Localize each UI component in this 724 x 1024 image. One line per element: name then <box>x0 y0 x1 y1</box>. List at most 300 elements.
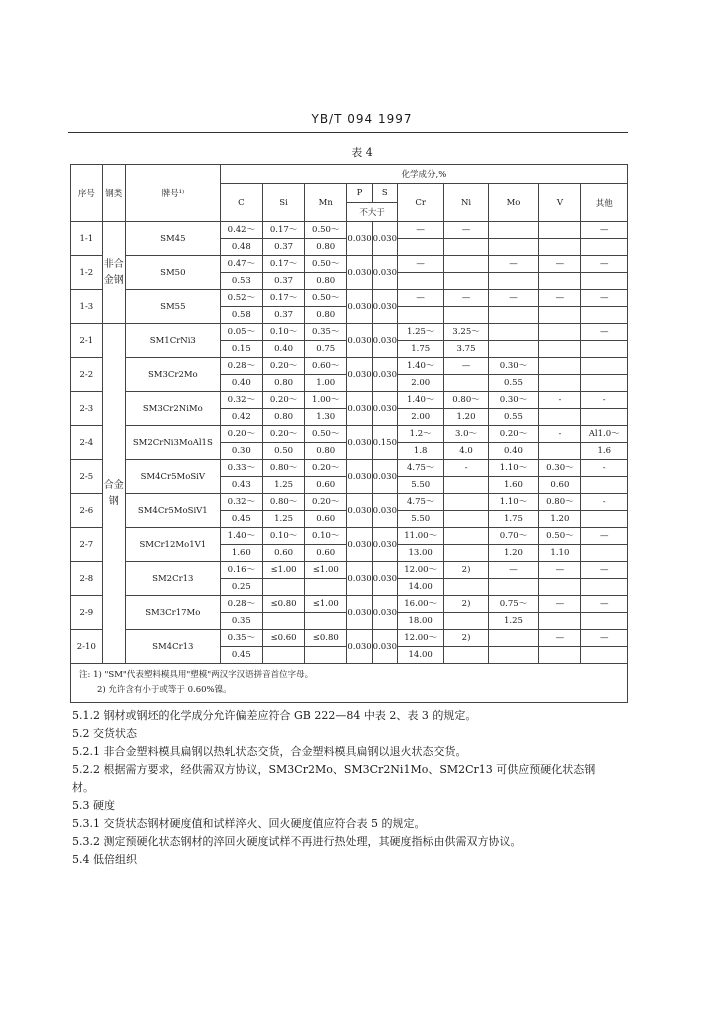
v-cell <box>539 613 581 630</box>
cr-cell: 12.00～ <box>397 562 443 579</box>
cr-cell: 5.50 <box>397 511 443 528</box>
grade-cell: SM2Cr13 <box>125 562 220 596</box>
ni-cell: — <box>444 290 488 307</box>
mo-cell: 0.75～ <box>488 596 539 613</box>
si-cell: 0.80 <box>262 409 304 426</box>
o-cell <box>581 375 628 392</box>
table-row <box>71 426 628 443</box>
c-cell: 0.15 <box>220 341 262 358</box>
ni-cell <box>444 511 488 528</box>
v-cell: 0.50～ <box>539 528 581 545</box>
mn-cell: 0.80 <box>305 307 347 324</box>
c-cell: 1.40～ <box>220 528 262 545</box>
cr-cell: 2.00 <box>397 375 443 392</box>
c-cell: 0.25 <box>220 579 262 596</box>
mo-cell: 1.20 <box>488 545 539 562</box>
mn-cell: 0.75 <box>305 341 347 358</box>
si-cell: 0.80～ <box>262 460 304 477</box>
cr-cell: 13.00 <box>397 545 443 562</box>
grade-cell: SM2CrNi3MoAl1S <box>125 426 220 460</box>
s-cell: 0.030 <box>372 596 397 630</box>
mn-cell: 0.60～ <box>305 358 347 375</box>
cr-cell: 1.2～ <box>397 426 443 443</box>
p-cell: 0.030 <box>347 222 372 256</box>
v-cell <box>539 341 581 358</box>
si-cell: 1.25 <box>262 511 304 528</box>
cr-cell: 1.25～ <box>397 324 443 341</box>
p-cell: 0.030 <box>347 630 372 664</box>
c-cell: 0.40 <box>220 375 262 392</box>
s-cell: 0.030 <box>372 528 397 562</box>
c-cell: 0.16～ <box>220 562 262 579</box>
o-cell: - <box>581 460 628 477</box>
seq-cell: 2-5 <box>71 460 103 494</box>
o-cell: — <box>581 324 628 341</box>
s-cell: 0.030 <box>372 562 397 596</box>
v-cell: 0.60 <box>539 477 581 494</box>
p-cell: 0.030 <box>347 460 372 494</box>
v-cell: 0.80～ <box>539 494 581 511</box>
v-cell: — <box>539 562 581 579</box>
o-cell <box>581 341 628 358</box>
v-cell <box>539 324 581 341</box>
v-cell <box>539 239 581 256</box>
c-cell: 0.43 <box>220 477 262 494</box>
si-cell: 0.40 <box>262 341 304 358</box>
table-row <box>71 630 628 647</box>
mn-cell <box>305 647 347 664</box>
o-cell: — <box>581 256 628 273</box>
header-c: C <box>220 184 262 222</box>
mn-cell: 0.50～ <box>305 426 347 443</box>
si-cell: 0.17～ <box>262 290 304 307</box>
mn-cell: 0.60 <box>305 511 347 528</box>
cr-cell <box>397 307 443 324</box>
table-caption: 表 4 <box>351 146 373 159</box>
table-row <box>71 460 628 477</box>
mn-cell: 0.60 <box>305 545 347 562</box>
header-rule <box>68 132 628 133</box>
seq-cell: 2-7 <box>71 528 103 562</box>
header-p: P <box>347 184 372 203</box>
mn-cell: 0.80 <box>305 443 347 460</box>
c-cell: 0.05～ <box>220 324 262 341</box>
v-cell <box>539 579 581 596</box>
o-cell <box>581 647 628 664</box>
table-row <box>71 290 628 307</box>
mn-cell: 0.80 <box>305 273 347 290</box>
mo-cell: 0.20～ <box>488 426 539 443</box>
mo-cell: 1.25 <box>488 613 539 630</box>
section-heading: 5.4 低倍组织 <box>72 853 137 866</box>
ni-cell: — <box>444 222 488 239</box>
grade-cell: SM4Cr5MoSiV <box>125 460 220 494</box>
grade-cell: SM1CrNi3 <box>125 324 220 358</box>
cr-cell <box>397 273 443 290</box>
ni-cell: 3.25～ <box>444 324 488 341</box>
cr-cell: 16.00～ <box>397 596 443 613</box>
header-other: 其他 <box>581 184 628 222</box>
o-cell <box>581 409 628 426</box>
p-cell: 0.030 <box>347 562 372 596</box>
table-row <box>71 392 628 409</box>
si-cell: 0.37 <box>262 273 304 290</box>
header-seq: 序号 <box>71 165 103 222</box>
si-cell: 0.80 <box>262 375 304 392</box>
seq-cell: 1-2 <box>71 256 103 290</box>
v-cell: 1.20 <box>539 511 581 528</box>
paragraph: 材。 <box>72 781 94 794</box>
mn-cell: ≤0.80 <box>305 630 347 647</box>
seq-cell: 2-3 <box>71 392 103 426</box>
cr-cell: 11.00～ <box>397 528 443 545</box>
si-cell: 0.37 <box>262 239 304 256</box>
mn-cell: 1.00～ <box>305 392 347 409</box>
v-cell: - <box>539 426 581 443</box>
c-cell: 0.20～ <box>220 426 262 443</box>
mn-cell: ≤1.00 <box>305 596 347 613</box>
table-note: 注: 1) "SM"代表塑料模具用"塑模"两汉字汉语拼音首位字母。 <box>79 670 314 680</box>
ni-cell: 2) <box>444 630 488 647</box>
mn-cell: 0.50～ <box>305 290 347 307</box>
cr-cell: 2.00 <box>397 409 443 426</box>
header-type: 钢类 <box>102 165 125 222</box>
ni-cell <box>444 579 488 596</box>
mo-cell: — <box>488 562 539 579</box>
seq-cell: 2-10 <box>71 630 103 664</box>
paragraph: 5.2.1 非合金塑料模具扁钢以热轧状态交货，合金塑料模具扁钢以退火状态交货。 <box>72 745 467 758</box>
c-cell: 0.53 <box>220 273 262 290</box>
cr-cell: 12.00～ <box>397 630 443 647</box>
mo-cell: 0.55 <box>488 409 539 426</box>
v-cell: — <box>539 596 581 613</box>
c-cell: 0.32～ <box>220 494 262 511</box>
si-cell <box>262 579 304 596</box>
header-s: S <box>372 184 397 203</box>
header-max: 不大于 <box>347 203 398 222</box>
grade-cell: SM3Cr2Mo <box>125 358 220 392</box>
ni-cell <box>444 494 488 511</box>
cr-cell: 5.50 <box>397 477 443 494</box>
grade-cell: SM3Cr2NiMo <box>125 392 220 426</box>
c-cell: 0.35 <box>220 613 262 630</box>
c-cell: 0.28～ <box>220 596 262 613</box>
seq-cell: 2-1 <box>71 324 103 358</box>
p-cell: 0.030 <box>347 494 372 528</box>
c-cell: 0.30 <box>220 443 262 460</box>
cr-cell: 4.75～ <box>397 460 443 477</box>
mn-cell: 0.60 <box>305 477 347 494</box>
c-cell: 0.47～ <box>220 256 262 273</box>
mo-cell: 1.10～ <box>488 460 539 477</box>
mo-cell: 0.70～ <box>488 528 539 545</box>
v-cell <box>539 307 581 324</box>
header-ni: Ni <box>444 184 488 222</box>
section-heading: 5.3 硬度 <box>72 799 115 812</box>
cr-cell: 4.75～ <box>397 494 443 511</box>
v-cell: 0.30～ <box>539 460 581 477</box>
o-cell: — <box>581 290 628 307</box>
grade-cell: SM3Cr17Mo <box>125 596 220 630</box>
header-mn: Mn <box>305 184 347 222</box>
si-cell: 0.50 <box>262 443 304 460</box>
mo-cell: 1.10～ <box>488 494 539 511</box>
o-cell: - <box>581 392 628 409</box>
mn-cell: 0.80 <box>305 239 347 256</box>
mn-cell: 1.00 <box>305 375 347 392</box>
p-cell: 0.030 <box>347 256 372 290</box>
mo-cell <box>488 273 539 290</box>
cr-cell: 1.8 <box>397 443 443 460</box>
s-cell: 0.030 <box>372 392 397 426</box>
ni-cell <box>444 545 488 562</box>
c-cell: 0.42 <box>220 409 262 426</box>
p-cell: 0.030 <box>347 358 372 392</box>
mn-cell: ≤1.00 <box>305 562 347 579</box>
header-composition: 化学成分,% <box>220 165 627 184</box>
o-cell <box>581 545 628 562</box>
seq-cell: 1-1 <box>71 222 103 256</box>
p-cell: 0.030 <box>347 528 372 562</box>
v-cell <box>539 647 581 664</box>
mo-cell: 1.60 <box>488 477 539 494</box>
c-cell: 0.32～ <box>220 392 262 409</box>
o-cell: — <box>581 562 628 579</box>
mo-cell <box>488 579 539 596</box>
s-cell: 0.030 <box>372 358 397 392</box>
mn-cell: 0.20～ <box>305 460 347 477</box>
si-cell: ≤0.80 <box>262 596 304 613</box>
mo-cell: 0.40 <box>488 443 539 460</box>
cr-cell: 1.40～ <box>397 392 443 409</box>
s-cell: 0.030 <box>372 630 397 664</box>
o-cell: — <box>581 222 628 239</box>
mo-cell <box>488 222 539 239</box>
s-cell: 0.030 <box>372 324 397 358</box>
p-cell: 0.030 <box>347 596 372 630</box>
c-cell: 0.52～ <box>220 290 262 307</box>
p-cell: 0.030 <box>347 426 372 460</box>
c-cell: 0.28～ <box>220 358 262 375</box>
p-cell: 0.030 <box>347 392 372 426</box>
si-cell: 0.17～ <box>262 222 304 239</box>
si-cell: 0.80～ <box>262 494 304 511</box>
o-cell: 1.6 <box>581 443 628 460</box>
v-cell: — <box>539 256 581 273</box>
mo-cell: 0.55 <box>488 375 539 392</box>
cr-cell: — <box>397 290 443 307</box>
ni-cell <box>444 477 488 494</box>
mo-cell <box>488 324 539 341</box>
ni-cell <box>444 273 488 290</box>
v-cell <box>539 358 581 375</box>
ni-cell <box>444 528 488 545</box>
seq-cell: 2-8 <box>71 562 103 596</box>
ni-cell <box>444 307 488 324</box>
si-cell: 0.10～ <box>262 324 304 341</box>
mn-cell: 0.35～ <box>305 324 347 341</box>
o-cell <box>581 613 628 630</box>
ni-cell: 2) <box>444 596 488 613</box>
mo-cell <box>488 307 539 324</box>
table-note: 2) 允许含有小于或等于 0.60%镍。 <box>97 685 232 695</box>
si-cell: 0.37 <box>262 307 304 324</box>
v-cell: - <box>539 392 581 409</box>
header-v: V <box>539 184 581 222</box>
cr-cell: 18.00 <box>397 613 443 630</box>
p-cell: 0.030 <box>347 290 372 324</box>
si-cell: 0.10～ <box>262 528 304 545</box>
mo-cell: 1.75 <box>488 511 539 528</box>
c-cell: 0.45 <box>220 647 262 664</box>
ni-cell <box>444 375 488 392</box>
si-cell: 0.20～ <box>262 426 304 443</box>
c-cell: 0.58 <box>220 307 262 324</box>
mn-cell: 1.30 <box>305 409 347 426</box>
ni-cell: 3.0～ <box>444 426 488 443</box>
mo-cell <box>488 341 539 358</box>
grade-cell: SM4Cr5MoSiV1 <box>125 494 220 528</box>
table-row <box>71 528 628 545</box>
si-cell: 0.20～ <box>262 392 304 409</box>
o-cell: — <box>581 528 628 545</box>
grade-cell: SMCr12Mo1V1 <box>125 528 220 562</box>
mn-cell: 0.10～ <box>305 528 347 545</box>
table-notes <box>71 664 628 703</box>
table-row <box>71 596 628 613</box>
o-cell <box>581 511 628 528</box>
mo-cell: — <box>488 256 539 273</box>
o-cell <box>581 579 628 596</box>
o-cell <box>581 307 628 324</box>
ni-cell: - <box>444 460 488 477</box>
cr-cell: 14.00 <box>397 579 443 596</box>
s-cell: 0.030 <box>372 256 397 290</box>
steel-group: 非合金钢 <box>102 222 125 324</box>
grade-cell: SM4Cr13 <box>125 630 220 664</box>
c-cell: 0.45 <box>220 511 262 528</box>
si-cell <box>262 647 304 664</box>
c-cell: 1.60 <box>220 545 262 562</box>
cr-cell: 14.00 <box>397 647 443 664</box>
header-mo: Mo <box>488 184 539 222</box>
paragraph: 5.3.1 交货状态钢材硬度值和试样淬火、回火硬度值应符合表 5 的规定。 <box>72 817 426 830</box>
s-cell: 0.150 <box>372 426 397 460</box>
seq-cell: 2-2 <box>71 358 103 392</box>
mo-cell <box>488 647 539 664</box>
c-cell: 0.48 <box>220 239 262 256</box>
ni-cell: — <box>444 358 488 375</box>
ni-cell: 4.0 <box>444 443 488 460</box>
grade-cell: SM55 <box>125 290 220 324</box>
table-row <box>71 562 628 579</box>
cr-cell: 1.75 <box>397 341 443 358</box>
o-cell <box>581 239 628 256</box>
seq-cell: 2-4 <box>71 426 103 460</box>
steel-group: 合金钢 <box>102 324 125 664</box>
o-cell <box>581 273 628 290</box>
o-cell: — <box>581 630 628 647</box>
mo-cell <box>488 630 539 647</box>
header-cr: Cr <box>397 184 443 222</box>
si-cell: ≤1.00 <box>262 562 304 579</box>
ni-cell: 0.80～ <box>444 392 488 409</box>
mn-cell: 0.50～ <box>305 256 347 273</box>
seq-cell: 2-9 <box>71 596 103 630</box>
paragraph: 5.2.2 根据需方要求，经供需双方协议，SM3Cr2Mo、SM3Cr2Ni1Mo、SM2Cr13 可供应预硬化状态钢 <box>72 763 596 776</box>
cr-cell: — <box>397 256 443 273</box>
s-cell: 0.030 <box>372 222 397 256</box>
document-header: YB/T 094 1997 <box>311 112 413 126</box>
cr-cell: 1.40～ <box>397 358 443 375</box>
si-cell: 0.60 <box>262 545 304 562</box>
v-cell <box>539 375 581 392</box>
composition-table <box>70 164 628 703</box>
paragraph: 5.3.2 测定预硬化状态钢材的淬回火硬度试样不再进行热处理，其硬度指标由供需双方协议。 <box>72 835 522 848</box>
grade-cell: SM50 <box>125 256 220 290</box>
table-row <box>71 358 628 375</box>
seq-cell: 1-3 <box>71 290 103 324</box>
ni-cell: 2) <box>444 562 488 579</box>
o-cell <box>581 477 628 494</box>
section-heading: 5.2 交货状态 <box>72 727 137 740</box>
v-cell <box>539 222 581 239</box>
si-cell: 0.17～ <box>262 256 304 273</box>
mo-cell: — <box>488 290 539 307</box>
cr-cell: — <box>397 222 443 239</box>
mo-cell: 0.30～ <box>488 358 539 375</box>
table-row <box>71 256 628 273</box>
s-cell: 0.030 <box>372 494 397 528</box>
mn-cell: 0.20～ <box>305 494 347 511</box>
s-cell: 0.030 <box>372 290 397 324</box>
c-cell: 0.33～ <box>220 460 262 477</box>
o-cell: Al1.0～ <box>581 426 628 443</box>
table-row <box>71 494 628 511</box>
o-cell: — <box>581 596 628 613</box>
o-cell: - <box>581 494 628 511</box>
ni-cell <box>444 239 488 256</box>
si-cell: 0.20～ <box>262 358 304 375</box>
ni-cell: 3.75 <box>444 341 488 358</box>
v-cell: — <box>539 290 581 307</box>
cr-cell <box>397 239 443 256</box>
v-cell <box>539 443 581 460</box>
table-body <box>71 222 628 664</box>
header-grade: 牌号¹⁾ <box>125 165 220 222</box>
table-row <box>71 324 628 341</box>
mo-cell: 0.30～ <box>488 392 539 409</box>
ni-cell <box>444 647 488 664</box>
table-row <box>71 222 628 239</box>
mo-cell <box>488 239 539 256</box>
c-cell: 0.42～ <box>220 222 262 239</box>
s-cell: 0.030 <box>372 460 397 494</box>
mn-cell <box>305 579 347 596</box>
si-cell: 1.25 <box>262 477 304 494</box>
o-cell <box>581 358 628 375</box>
ni-cell <box>444 256 488 273</box>
ni-cell <box>444 613 488 630</box>
mn-cell: 0.50～ <box>305 222 347 239</box>
paragraph: 5.1.2 钢材或钢坯的化学成分允许偏差应符合 GB 222—84 中表 2、表 3 的规定。 <box>72 709 477 722</box>
ni-cell: 1.20 <box>444 409 488 426</box>
mn-cell <box>305 613 347 630</box>
c-cell: 0.35～ <box>220 630 262 647</box>
si-cell <box>262 613 304 630</box>
v-cell <box>539 409 581 426</box>
v-cell <box>539 273 581 290</box>
